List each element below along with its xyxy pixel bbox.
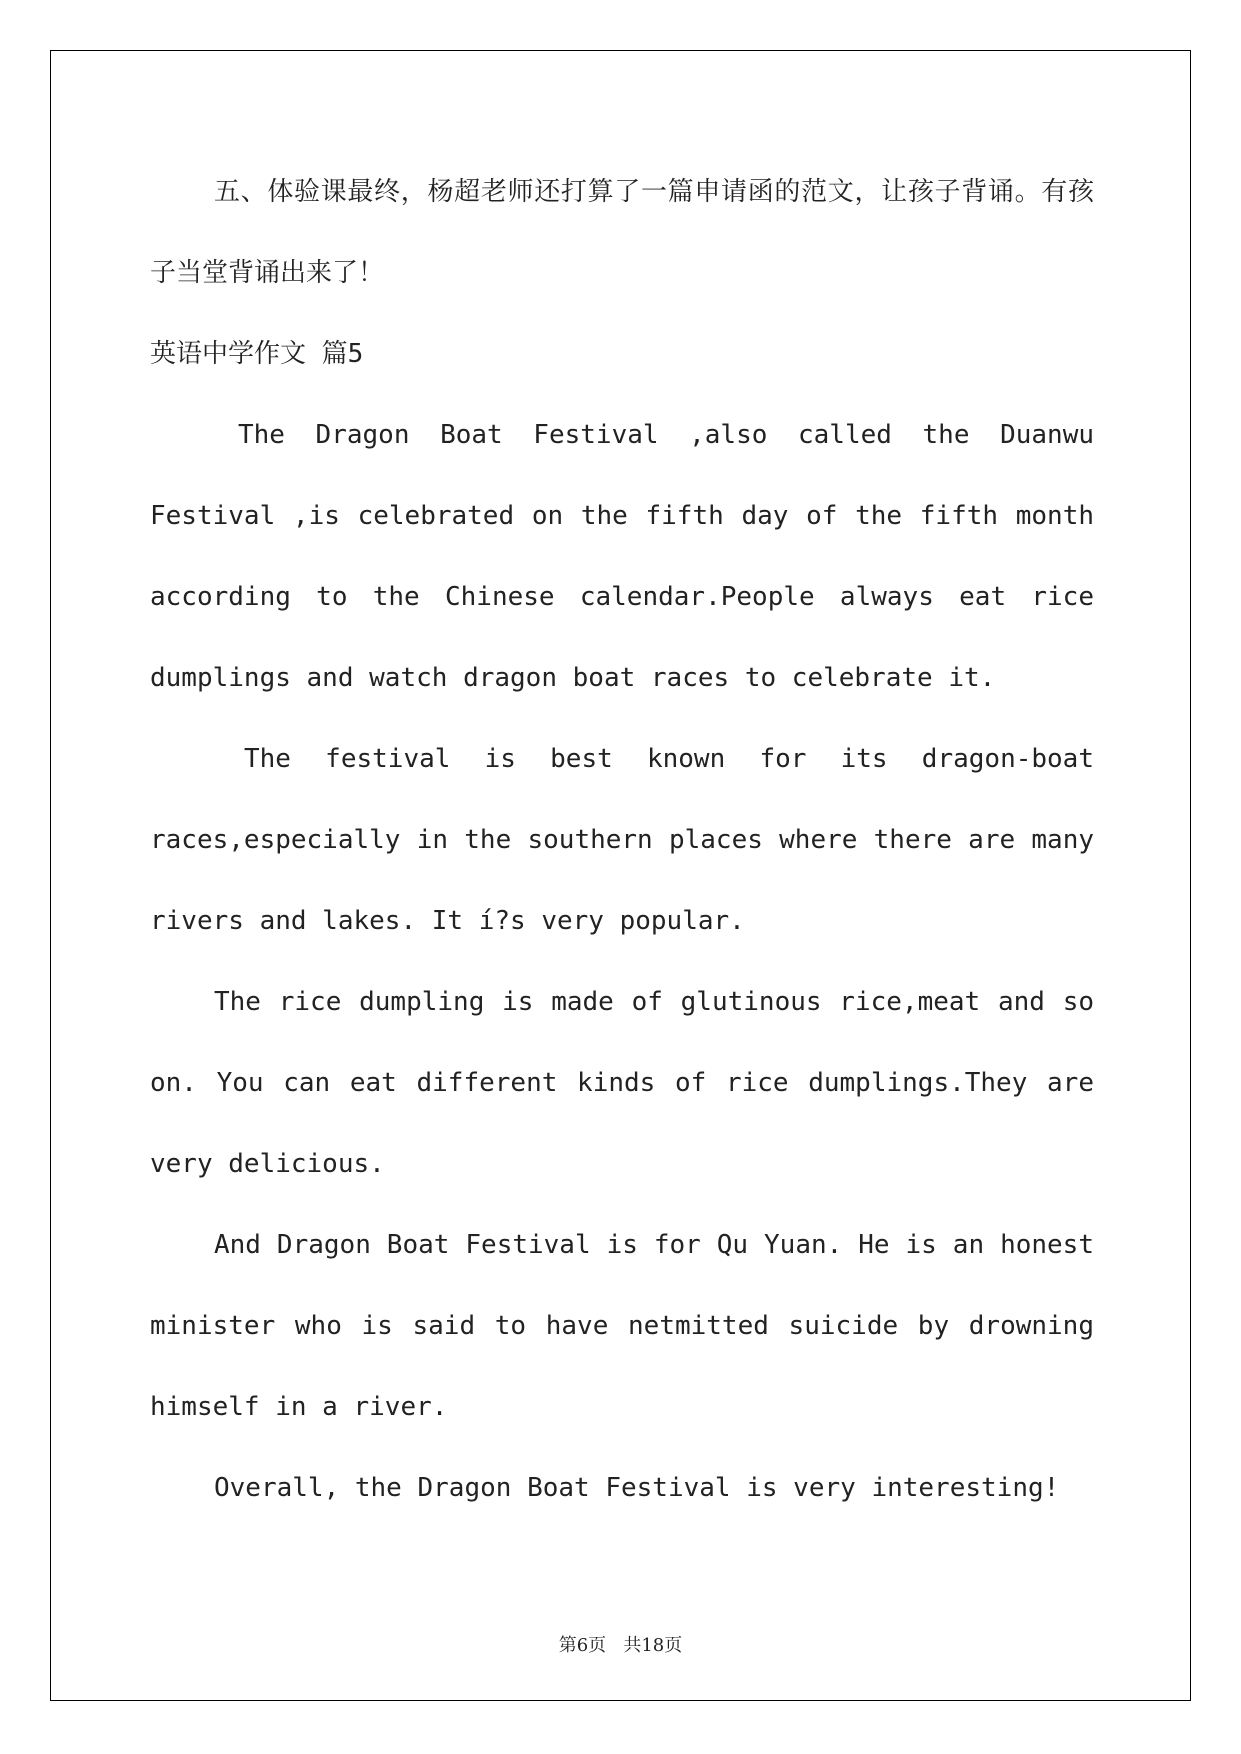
paragraph-boat-races: The festival is best known for its dragon-boat races,especially in the southern places where there are many rivers and lakes. It í?s very popular. — [150, 744, 1094, 936]
total-pages: 共18页 — [623, 1635, 683, 1656]
paragraph-rice-dumpling: The rice dumpling is made of glutinous rice,meat and so on. You can eat different kinds of rice dumplings.They are very delicious. — [150, 987, 1094, 1179]
section-heading: 英语中学作文 篇5 — [150, 339, 364, 369]
paragraph-conclusion: Overall, the Dragon Boat Festival is very interesting! — [214, 1473, 1060, 1503]
document-body — [150, 152, 1094, 1529]
page-footer — [0, 1631, 1241, 1657]
paragraph-festival-intro: The Dragon Boat Festival ,also called the Duanwu Festival ,is celebrated on the fifth day of the fifth month according to the Chinese calendar.People always eat rice dumplings and watch dragon boat races to celebrate it. — [150, 420, 1094, 693]
paragraph-qu-yuan: And Dragon Boat Festival is for Qu Yuan. He is an honest minister who is said to have netmitted suicide by drowning himself in a river. — [150, 1230, 1094, 1422]
page-number: 第6页 — [558, 1635, 607, 1656]
paragraph-intro: 五、体验课最终，杨超老师还打算了一篇申请函的范文，让孩子背诵。有孩子当堂背诵出来了！ — [150, 177, 1094, 288]
